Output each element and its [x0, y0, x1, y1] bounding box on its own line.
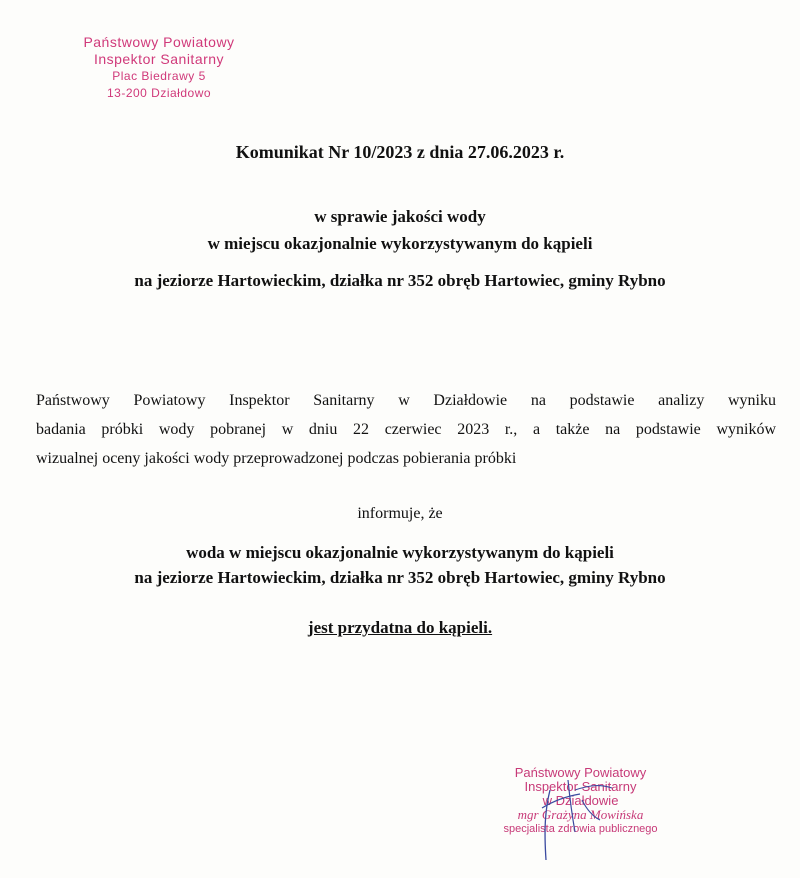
stamp-line-city: 13-200 Działdowo: [106, 86, 212, 100]
stamp-bottom-line-inspector: Inspektor Sanitarny: [524, 779, 637, 794]
stamp-bottom-name: mgr Grażyna Mowińska: [517, 807, 644, 822]
informs-text: informuje, że: [357, 505, 443, 522]
stamp-line-inspector: Inspektor Sanitarny: [93, 51, 225, 67]
result-verdict: jest przydatna do kąpieli.: [307, 618, 493, 637]
result-line-1: woda w miejscu okazjonalnie wykorzystywanym do kąpieli: [186, 543, 614, 562]
subject-line-3: na jeziorze Hartowieckim, działka nr 352 obręb Hartowiec, gminy Rybno: [134, 271, 666, 290]
stamp-bottom-line-city: w Działdowie: [542, 793, 619, 808]
stamp-line-street: Plac Biedrawy 5: [112, 69, 206, 83]
document-title: Komunikat Nr 10/2023 z dnia 27.06.2023 r.: [235, 142, 565, 162]
stamp-bottom-role: specjalista zdrowia publicznego: [503, 823, 658, 835]
handwritten-signature-icon: [520, 760, 640, 870]
body-line-1: Państwowy Powiatowy Inspektor Sanitarny w Działdowie na podstawie analizy wyniku: [36, 392, 776, 409]
stamp-bottom-line-office: Państwowy Powiatowy: [514, 765, 647, 780]
body-line-2: badania próbki wody pobranej w dniu 22 czerwiec 2023 r., a także na podstawie wyników: [36, 421, 776, 438]
office-stamp-header: [54, 34, 264, 102]
result-line-2: na jeziorze Hartowieckim, działka nr 352 obręb Hartowiec, gminy Rybno: [134, 568, 666, 587]
body-paragraph: [36, 386, 776, 473]
subject-line-2: w miejscu okazjonalnie wykorzystywanym do kąpieli: [207, 234, 593, 253]
stamp-line-office: Państwowy Powiatowy: [83, 34, 235, 50]
body-line-3: wizualnej oceny jakości wody przeprowadzonej podczas pobierania próbki: [36, 450, 517, 467]
subject-line-1: w sprawie jakości wody: [314, 207, 486, 226]
